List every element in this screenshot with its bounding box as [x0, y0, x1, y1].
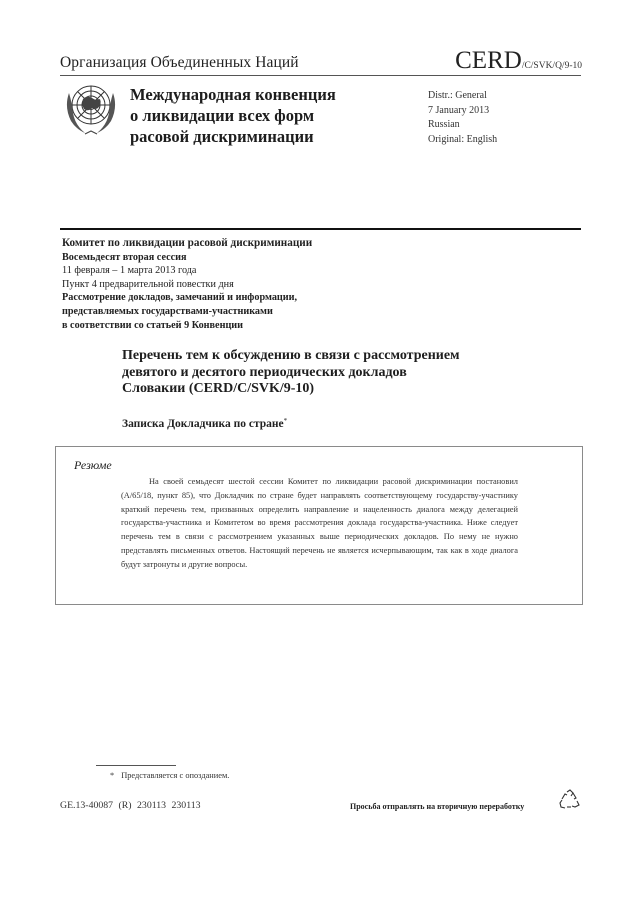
session-name: Восемьдесят вторая сессия [62, 251, 187, 263]
job-number: GE.13-40087 (R) 230113 230113 [60, 800, 201, 811]
session-dates: 11 февраля – 1 марта 2013 года [62, 265, 197, 277]
title-line: Перечень тем к обсуждению в связи с рассмотрением [122, 348, 460, 363]
committee-block [62, 237, 312, 332]
distribution-line: Distr.: General [428, 90, 487, 101]
agenda-title-line: представляемых государствами-участниками [62, 305, 273, 317]
recycle-notice: Просьба отправлять на вторичную переработку [350, 802, 525, 811]
convention-line: Международная конвенция [130, 85, 336, 104]
un-emblem-icon [63, 79, 119, 139]
distribution-info [428, 89, 497, 147]
footnote [110, 771, 229, 780]
footnote-marker[interactable]: * [283, 417, 288, 425]
document-title [122, 348, 460, 398]
title-line: девятого и десятого периодических докладов [122, 364, 407, 380]
date-line: 7 January 2013 [428, 104, 490, 116]
organization-name: Организация Объединенных Наций [60, 54, 299, 71]
recycle-icon [558, 788, 582, 812]
symbol-main: CERD [455, 47, 522, 74]
note-text: Записка Докладчика по стране [122, 418, 284, 430]
convention-line: расовой дискриминации [130, 127, 314, 146]
agenda-item: Пункт 4 предварительной повестки дня [62, 278, 234, 290]
title-line: Словакии (CERD/C/SVK/9-10) [122, 381, 315, 396]
masthead-rule [60, 228, 581, 230]
footnote-text: Представляется с опозданием. [121, 771, 230, 780]
committee-name: Комитет по ликвидации расовой дискриминации [62, 237, 313, 249]
footnote-star: * [110, 771, 115, 780]
convention-line: о ликвидации всех форм [130, 106, 315, 125]
symbol-suffix: /C/SVK/Q/9-10 [521, 61, 582, 71]
original-language-line: Original: English [428, 133, 498, 145]
summary-label: Резюме [74, 458, 112, 472]
language-line: Russian [428, 119, 460, 130]
rapporteur-note [122, 417, 287, 430]
header-rule [60, 75, 581, 76]
agenda-title-line: Рассмотрение докладов, замечаний и информации, [62, 292, 298, 304]
agenda-title-line: в соответствии со статьей 9 Конвенции [62, 319, 244, 331]
footnote-rule [96, 765, 176, 766]
summary-text: На своей семьдесят шестой сессии Комитет по ликвидации расовой дискриминации постановил (A/65/18, пункт 85), что Докладчик по стране будет направлять соответствующему государству-участнику краткий перечень тем, призванных определить направление и нацеленность диалога между делегацией государства-участника и Комитетом во время рассмотрения доклада государства-участника. Ниже следует перечень тем в связи с рассмотрением указанных выше периодических докладов. По нему не нужно представлять письменных ответов. Настоящий перечень не является исчерпывающим, так как в ходе диалога будут затронуты и другие вопросы. [121, 477, 518, 569]
convention-title [130, 84, 336, 147]
document-symbol [455, 47, 582, 75]
